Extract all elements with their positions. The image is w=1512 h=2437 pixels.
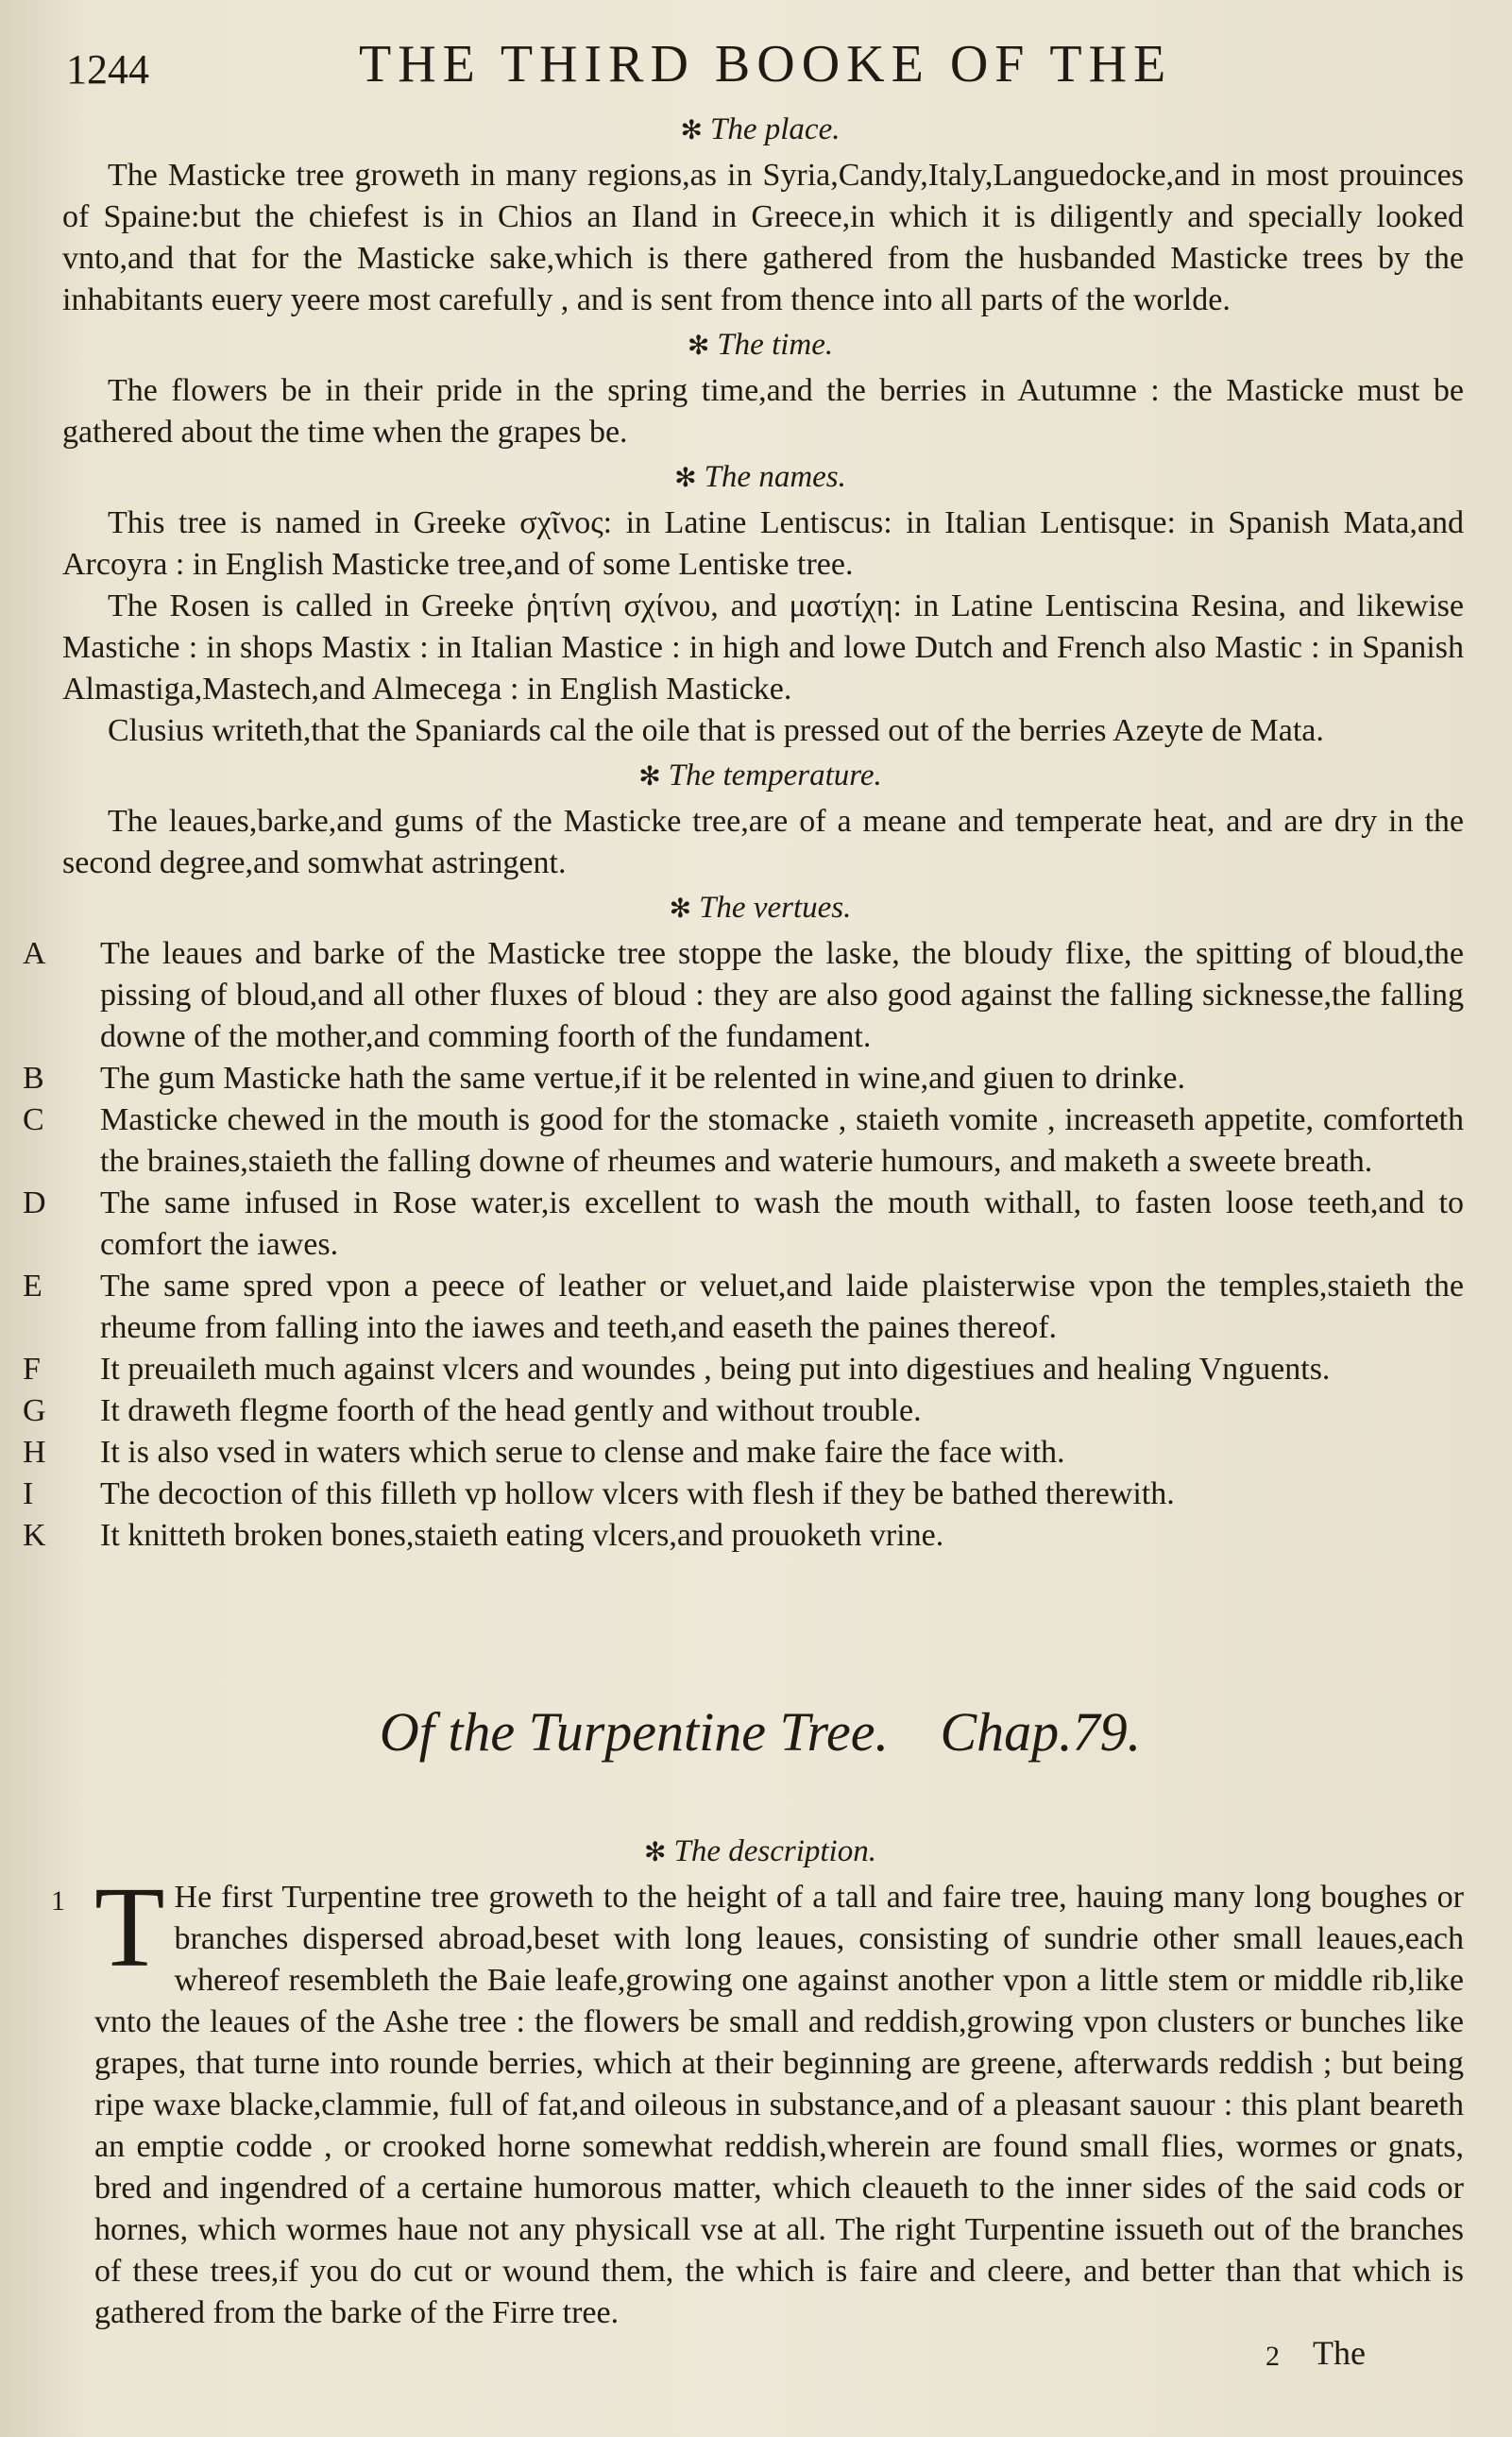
description-heading: ✻ The description. [644, 1834, 876, 1868]
ornament-icon: ✻ [687, 332, 710, 361]
vertue-item: B The gum Masticke hath the same vertue,if it be relented in wine,and giuen to drinke. [57, 1058, 1464, 1099]
vertue-letter: K [23, 1518, 46, 1553]
chapter-heading [57, 1700, 1464, 1804]
vertue-letter: C [23, 1102, 44, 1137]
vertue-letter: I [23, 1476, 34, 1511]
vertue-letter: B [23, 1061, 44, 1096]
turpentine-section [51, 1828, 1464, 2334]
names-text-2: The Rosen is called in Greeke ῥητίνη σχίνου, and μαστίχη: in Latine Lentiscina Resina, and likewise Mastiche : in shops Mastix : in Italian Mastice : in high and lowe Dutch and French also Mastic : in Spanish Almastiga,Mastech,and Almecega : in English Masticke. [62, 588, 1464, 707]
temperature-text: The leaues,barke,and gums of the Masticke tree,are of a meane and temperate heat, and are dry in the second degree,and somwhat astringent. [62, 804, 1464, 880]
temperature-heading: ✻ The temperature. [638, 758, 882, 792]
description-text: 1 T He first Turpentine tree groweth to the height of a tall and faire tree, hauing many long boughes or branches dispersed abroad,beset with long leaues, consisting of sundrie other small leaues,each whereof resembleth the Baie leafe,growing one against another vpon a little stem or middle rib,like vnto the leaues of the Ashe tree : the flowers be small and reddish,growing vpon clusters or bunches like grapes, that turne into rounde berries, which at their beginning are greene, afterwards reddish ; but being ripe waxe blacke,clammie, full of fat,and oileous in substance,and of a pleasant sauour : this plant beareth an emptie codde , or crooked horne somewhat reddish,wherein are found small flies, wormes or gnats, bred and ingendred of a certaine humorous matter, which cleaueth to the inner sides of the said cods or hornes, which wormes haue not any physicall vse at all. The right Turpentine issueth out of the branches of these trees,if you do cut or wound them, the which is faire and cleere, and better than that which is gathered from the barke of the Firre tree. [51, 1864, 1464, 2330]
running-title: THE THIRD BOOKE OF THE [359, 35, 1173, 94]
place-heading: ✻ The place. [680, 112, 841, 146]
vertue-letter: G [23, 1393, 46, 1428]
vertue-item: C Masticke chewed in the mouth is good for the stomacke , staieth vomite , increaseth appetite, comforteth the braines,staieth the falling downe of rheumes and waterie humours, and maketh a sweete breath. [57, 1099, 1464, 1183]
time-heading: ✻ The time. [687, 328, 834, 362]
vertue-item: H It is also vsed in waters which serue to clense and make faire the face with. [57, 1432, 1464, 1474]
vertue-letter: E [23, 1269, 42, 1304]
vertue-letter: D [23, 1185, 46, 1220]
vertue-letter: H [23, 1435, 46, 1470]
drop-capital: T [94, 1864, 165, 1991]
running-head [66, 28, 1464, 104]
signature-mark: 2 [1266, 2341, 1280, 2372]
vertue-item: I The decoction of this filleth vp hollow vlcers with flesh if they be bathed therewith. [57, 1474, 1464, 1515]
ornament-icon: ✻ [644, 1838, 667, 1867]
ornament-icon: ✻ [638, 762, 661, 792]
catchword: The [1313, 2334, 1366, 2372]
names-text-1: This tree is named in Greeke σχῖνος: in Latine Lentiscus: in Italian Lentisque: in Spanish Mata,and Arcoyra : in English Masticke tree,and of some Lentiske tree. [62, 505, 1464, 582]
vertue-letter: F [23, 1352, 41, 1387]
ornament-icon: ✻ [680, 116, 703, 145]
mastick-section [23, 106, 1464, 1557]
ornament-icon: ✻ [669, 895, 692, 924]
chapter-title: Of the Turpentine Tree. [379, 1701, 889, 1763]
vertue-item: A The leaues and barke of the Masticke tree stoppe the laske, the bloudy flixe, the spitting of bloud,the pissing of bloud,and all other fluxes of bloud : they are also good against the falling sicknesse,the falling downe of the mother,and comming foorth of the fundament. [57, 933, 1464, 1058]
vertues-list [23, 933, 1464, 1557]
chapter-number: Chap.79. [940, 1701, 1142, 1763]
vertues-heading: ✻ The vertues. [669, 891, 852, 925]
item-number: 1 [51, 1885, 65, 1917]
folio-number: 1244 [66, 46, 149, 93]
vertue-item: K It knitteth broken bones,staieth eating vlcers,and prouoketh vrine. [57, 1515, 1464, 1557]
time-text: The flowers be in their pride in the spring time,and the berries in Autumne : the Masticke must be gathered about the time when the grapes be. [62, 373, 1464, 450]
vertue-item: F It preuaileth much against vlcers and woundes , being put into digestiues and healing Vnguents. [57, 1349, 1464, 1390]
names-text-3: Clusius writeth,that the Spaniards cal the oile that is pressed out of the berries Azeyte de Mata. [108, 713, 1324, 748]
vertue-item: E The same spred vpon a peece of leather or veluet,and laide plaisterwise vpon the temples,staieth the rheume from falling into the iawes and teeth,and easeth the paines thereof. [57, 1266, 1464, 1349]
place-text: The Masticke tree groweth in many regions,as in Syria,Candy,Italy,Languedocke,and in most prouinces of Spaine:but the chiefest is in Chios an Iland in Greece,in which it is diligently and specially looked vnto,and that for the Masticke sake,which is there gathered from the husbanded Masticke trees by the inhabitants euery yeere most carefully , and is sent from thence into all parts of the worlde. [62, 158, 1464, 317]
names-heading: ✻ The names. [674, 460, 846, 494]
vertue-item: D The same infused in Rose water,is excellent to wash the mouth withall, to fasten loose teeth,and to comfort the iawes. [57, 1183, 1464, 1266]
vertue-letter: A [23, 936, 46, 971]
ornament-icon: ✻ [674, 464, 697, 493]
vertue-item: G It draweth flegme foorth of the head gently and without trouble. [57, 1390, 1464, 1432]
